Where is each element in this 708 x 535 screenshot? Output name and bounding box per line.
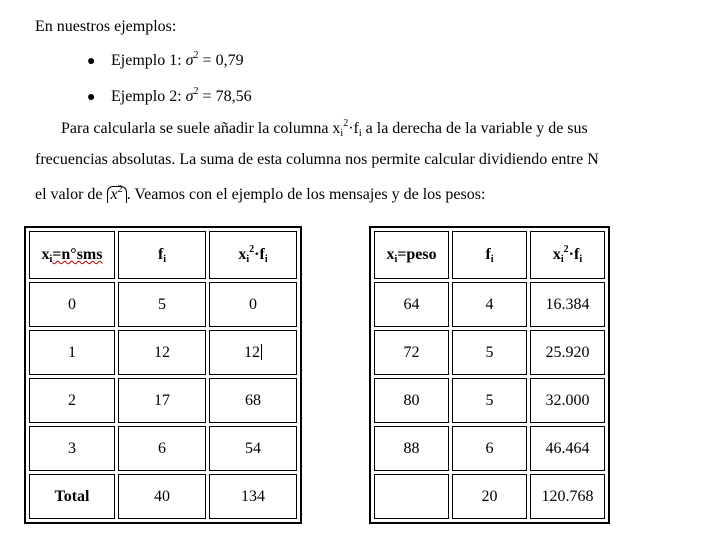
- cell: 0: [29, 282, 115, 327]
- cell: 12: [118, 330, 206, 375]
- table-row: [29, 282, 297, 327]
- cell: 0: [209, 282, 297, 327]
- cell: 4: [452, 282, 527, 327]
- header-x: x: [386, 246, 395, 263]
- dot: ·: [254, 246, 260, 263]
- cell: 120.768: [530, 474, 605, 519]
- header-xi2fi: [530, 231, 605, 279]
- example-1-value: 0,79: [215, 52, 244, 69]
- example-2-value: 78,56: [215, 88, 252, 105]
- cell: 3: [29, 426, 115, 471]
- example-1: [111, 52, 244, 70]
- header-xi2fi: [209, 231, 297, 279]
- table-row: [374, 378, 605, 423]
- header-f: f: [259, 246, 265, 263]
- cell: 1: [29, 330, 115, 375]
- cell: 16.384: [530, 282, 605, 327]
- equals-sign: =: [198, 52, 216, 69]
- cell: 46.464: [530, 426, 605, 471]
- superscript-2: 2: [117, 184, 123, 195]
- cell: 2: [29, 378, 115, 423]
- header-xi-sms: [29, 231, 115, 279]
- sigma-symbol: σ: [185, 52, 194, 69]
- dot: ·: [568, 246, 574, 263]
- cell: 25.920: [530, 330, 605, 375]
- table-row: [374, 330, 605, 375]
- cell: 68: [209, 378, 297, 423]
- subscript-i: i: [358, 128, 362, 139]
- cell-value: 12: [244, 343, 260, 361]
- weight-frequency-table: [369, 226, 610, 524]
- header-x: x: [238, 246, 247, 263]
- sigma-symbol: σ: [185, 88, 194, 105]
- paragraph-text: a la derecha de la variable y de sus: [361, 120, 588, 137]
- cell: 40: [118, 474, 206, 519]
- superscript-2: 2: [249, 244, 255, 255]
- cell: 6: [452, 426, 527, 471]
- cell: [374, 474, 449, 519]
- table-header-row: [29, 231, 297, 279]
- exponent: 2: [193, 50, 199, 61]
- table-row: [374, 282, 605, 327]
- bullet-icon: ●: [87, 54, 96, 69]
- paragraph-line-1: [61, 120, 588, 138]
- header-sms-label: =n°sms: [52, 246, 103, 263]
- header-f: f: [485, 246, 491, 263]
- text-cursor: [261, 344, 262, 360]
- cell: 5: [118, 282, 206, 327]
- header-fi: [452, 231, 527, 279]
- x-variable: x: [110, 186, 118, 203]
- cell: 5: [452, 330, 527, 375]
- equals-sign: =: [198, 88, 216, 105]
- subscript-i: i: [579, 254, 583, 265]
- subscript-i: i: [490, 254, 494, 265]
- header-fi: [118, 231, 206, 279]
- mean-of-squares-symbol: [107, 186, 127, 203]
- subscript-i: i: [264, 254, 268, 265]
- subscript-i: i: [246, 254, 250, 265]
- subscript-i: i: [49, 254, 53, 265]
- table-row: [374, 426, 605, 471]
- cell: 6: [118, 426, 206, 471]
- cell-with-cursor[interactable]: [209, 330, 297, 375]
- cell: 134: [209, 474, 297, 519]
- superscript-2: 2: [343, 118, 349, 129]
- paragraph-line-2: frecuencias absolutas. La suma de esta columna nos permite calcular dividiendo entre N: [35, 151, 599, 168]
- table-row: [29, 426, 297, 471]
- paragraph-text: . Veamos con el ejemplo de los mensajes y de los pesos:: [126, 186, 486, 203]
- table-header-row: [374, 231, 605, 279]
- cell: 54: [209, 426, 297, 471]
- table-total-row: [374, 474, 605, 519]
- table-total-row: [29, 474, 297, 519]
- subscript-i: i: [394, 254, 398, 265]
- intro-text: En nuestros ejemplos:: [35, 18, 177, 35]
- header-x: x: [41, 246, 50, 263]
- table-row: [29, 378, 297, 423]
- cell: 32.000: [530, 378, 605, 423]
- subscript-i: i: [340, 128, 344, 139]
- exponent: 2: [193, 86, 199, 97]
- cell: 5: [452, 378, 527, 423]
- total-label: Total: [29, 474, 115, 519]
- paragraph-text: Para calcularla se suele añadir la columna x: [61, 120, 341, 137]
- cell: 64: [374, 282, 449, 327]
- cell: 17: [118, 378, 206, 423]
- paragraph-text: el valor de: [35, 186, 107, 203]
- paragraph-text: ·f: [348, 120, 359, 137]
- header-f: f: [574, 246, 580, 263]
- cell: 80: [374, 378, 449, 423]
- example-1-label: Ejemplo 1:: [111, 52, 182, 69]
- subscript-i: i: [163, 254, 167, 265]
- subscript-i: i: [560, 254, 564, 265]
- header-peso-label: =peso: [397, 246, 437, 263]
- example-2: [111, 88, 252, 106]
- example-2-label: Ejemplo 2:: [111, 88, 182, 105]
- superscript-2: 2: [563, 244, 569, 255]
- header-f: f: [157, 246, 164, 263]
- cell: 20: [452, 474, 527, 519]
- cell: 72: [374, 330, 449, 375]
- header-xi-peso: [374, 231, 449, 279]
- cell: 88: [374, 426, 449, 471]
- header-x: x: [552, 246, 561, 263]
- paragraph-line-3: [35, 186, 485, 204]
- table-row: [29, 330, 297, 375]
- sms-frequency-table: [24, 226, 302, 524]
- bullet-icon: ●: [87, 90, 96, 105]
